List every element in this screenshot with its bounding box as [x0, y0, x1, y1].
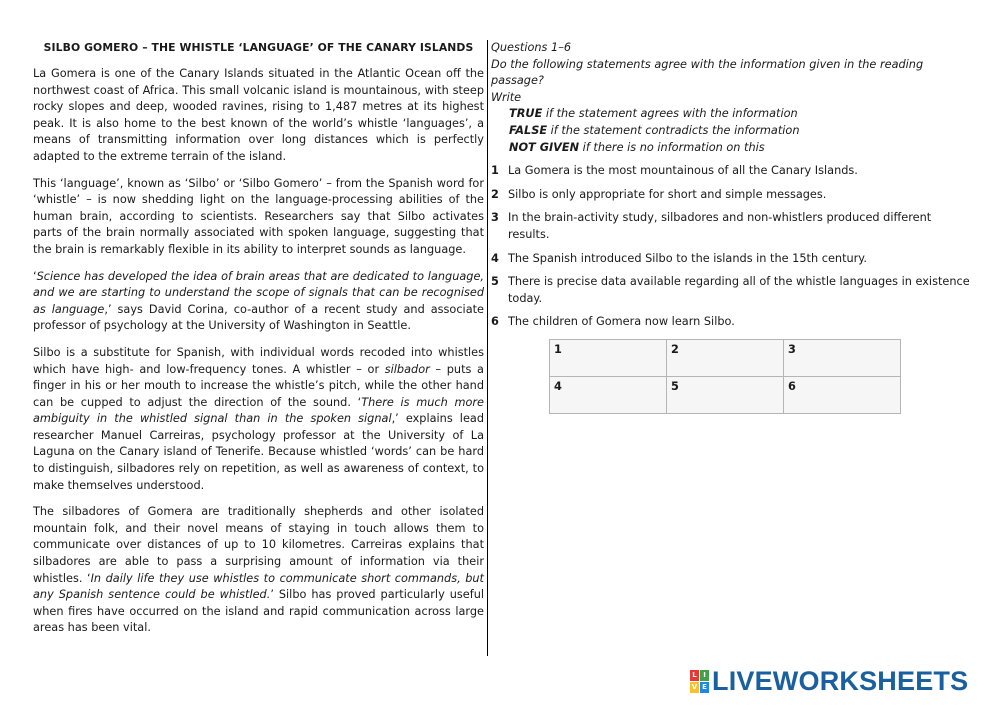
question-item: 1 La Gomera is the most mountainous of all the Canary Islands. — [491, 164, 858, 178]
quote: There is much more ambiguity in the whistled signal than in the spoken signal — [33, 395, 485, 426]
answer-box-4[interactable]: 4 — [550, 377, 667, 414]
answer-box-2[interactable]: 2 — [667, 340, 784, 377]
reading-passage — [33, 40, 484, 647]
answer-box-3[interactable]: 3 — [784, 340, 901, 377]
option-true: TRUE if the statement agrees with the information — [509, 107, 798, 121]
write-label: Write — [491, 90, 522, 104]
passage-paragraph-4: Silbo is a substitute for Spanish, with individual words recoded into whistles which have high- and low-frequency tones. A whistler – or silbador – puts a finger in his or her mouth to increase the whistle’s pitch, while the other hand can be cupped to adjust the direction of the sound. ‘There is much more ambiguity in the whistled signal than in the spoken signal,’ explains lead researcher Manuel Carreiras, psychology professor at the University of La Laguna on the Canary island of Tenerife. Because whistled ‘words’ can be hard to distinguish, silbadores rely on repetition, as well as awareness of context, to make themselves understood. — [33, 345, 485, 492]
passage-title: SILBO GOMERO – THE WHISTLE ‘LANGUAGE’ OF THE CANARY ISLANDS — [43, 41, 474, 54]
question-item: 2 Silbo is only appropriate for short and simple messages. — [491, 187, 827, 201]
question-item: 4 The Spanish introduced Silbo to the islands in the 15th century. — [491, 251, 867, 265]
liveworksheets-logo — [690, 667, 968, 695]
answer-grid — [549, 339, 901, 414]
question-item: 6 The children of Gomera now learn Silbo. — [491, 315, 735, 329]
quote: In daily life they use whistles to communicate short commands, but any Spanish sentence could be whistled. — [33, 571, 484, 602]
logo-text: LIVEWORKSHEETS — [712, 666, 969, 696]
option-not-given: NOT GIVEN if there is no information on this — [509, 140, 765, 154]
passage-paragraph-3: ‘Science has developed the idea of brain areas that are dedicated to language, and we are starting to understand the scope of signals that can be recognised as language,’ says David Corina, co-author of a recent study and associate professor of psychology at the University of Washington in Seattle. — [33, 269, 484, 333]
column-divider — [487, 40, 488, 656]
questions-panel — [491, 40, 971, 338]
answer-box-6[interactable]: 6 — [784, 377, 901, 414]
logo-badge-icon: L I V E — [690, 670, 709, 693]
question-item: 5 There is precise data available regarding all of the whistle languages in existence today. — [491, 275, 970, 305]
answer-box-5[interactable]: 5 — [667, 377, 784, 414]
answer-box-1[interactable]: 1 — [550, 340, 667, 377]
passage-paragraph-2: This ‘language’, known as ‘Silbo’ or ‘Silbo Gomero’ – from the Spanish word for ‘whistle’ – is now shedding light on the language-processing abilities of the human brain, according to scientists. Researchers say that Silbo activates parts of the brain normally associated with spoken language, suggesting that the brain is remarkably flexible in its ability to interpret sounds as language. — [33, 176, 484, 256]
question-item: 3 In the brain-activity study, silbadores and non-whistlers produced different results. — [491, 211, 932, 241]
passage-paragraph-1: La Gomera is one of the Canary Islands situated in the Atlantic Ocean off the northwest coast of Africa. This small volcanic island is mountainous, with steep rocky slopes and deep, wooded ravines, rising to 1,487 metres at its highest peak. It is also home to the best known of the world’s whistle ‘languages’, a means of transmitting information over long distances which is perfectly adapted to the extreme terrain of the island. — [33, 67, 484, 163]
question-list — [491, 163, 971, 331]
term: silbador — [384, 362, 430, 376]
option-false: FALSE if the statement contradicts the information — [509, 123, 800, 137]
quote: Science has developed the idea of brain areas that are dedicated to language, and we are starting to understand the scope of signals that can be recognised as language — [33, 269, 484, 316]
passage-paragraph-5: The silbadores of Gomera are traditionally shepherds and other isolated mountain folk, and their novel means of staying in touch allows them to communicate over distances of up to 10 kilometres. Carreiras explains that silbadores are able to pass a surprising amount of information via their whistles. ‘In daily life they use whistles to communicate short commands, but any Spanish sentence could be whistled.’ Silbo has proved particularly useful when fires have occurred on the island and rapid communication across large areas has been vital. — [33, 505, 484, 635]
questions-range: Questions 1–6 — [491, 41, 572, 54]
questions-prompt: Do the following statements agree with the information given in the reading passage? — [491, 57, 924, 88]
